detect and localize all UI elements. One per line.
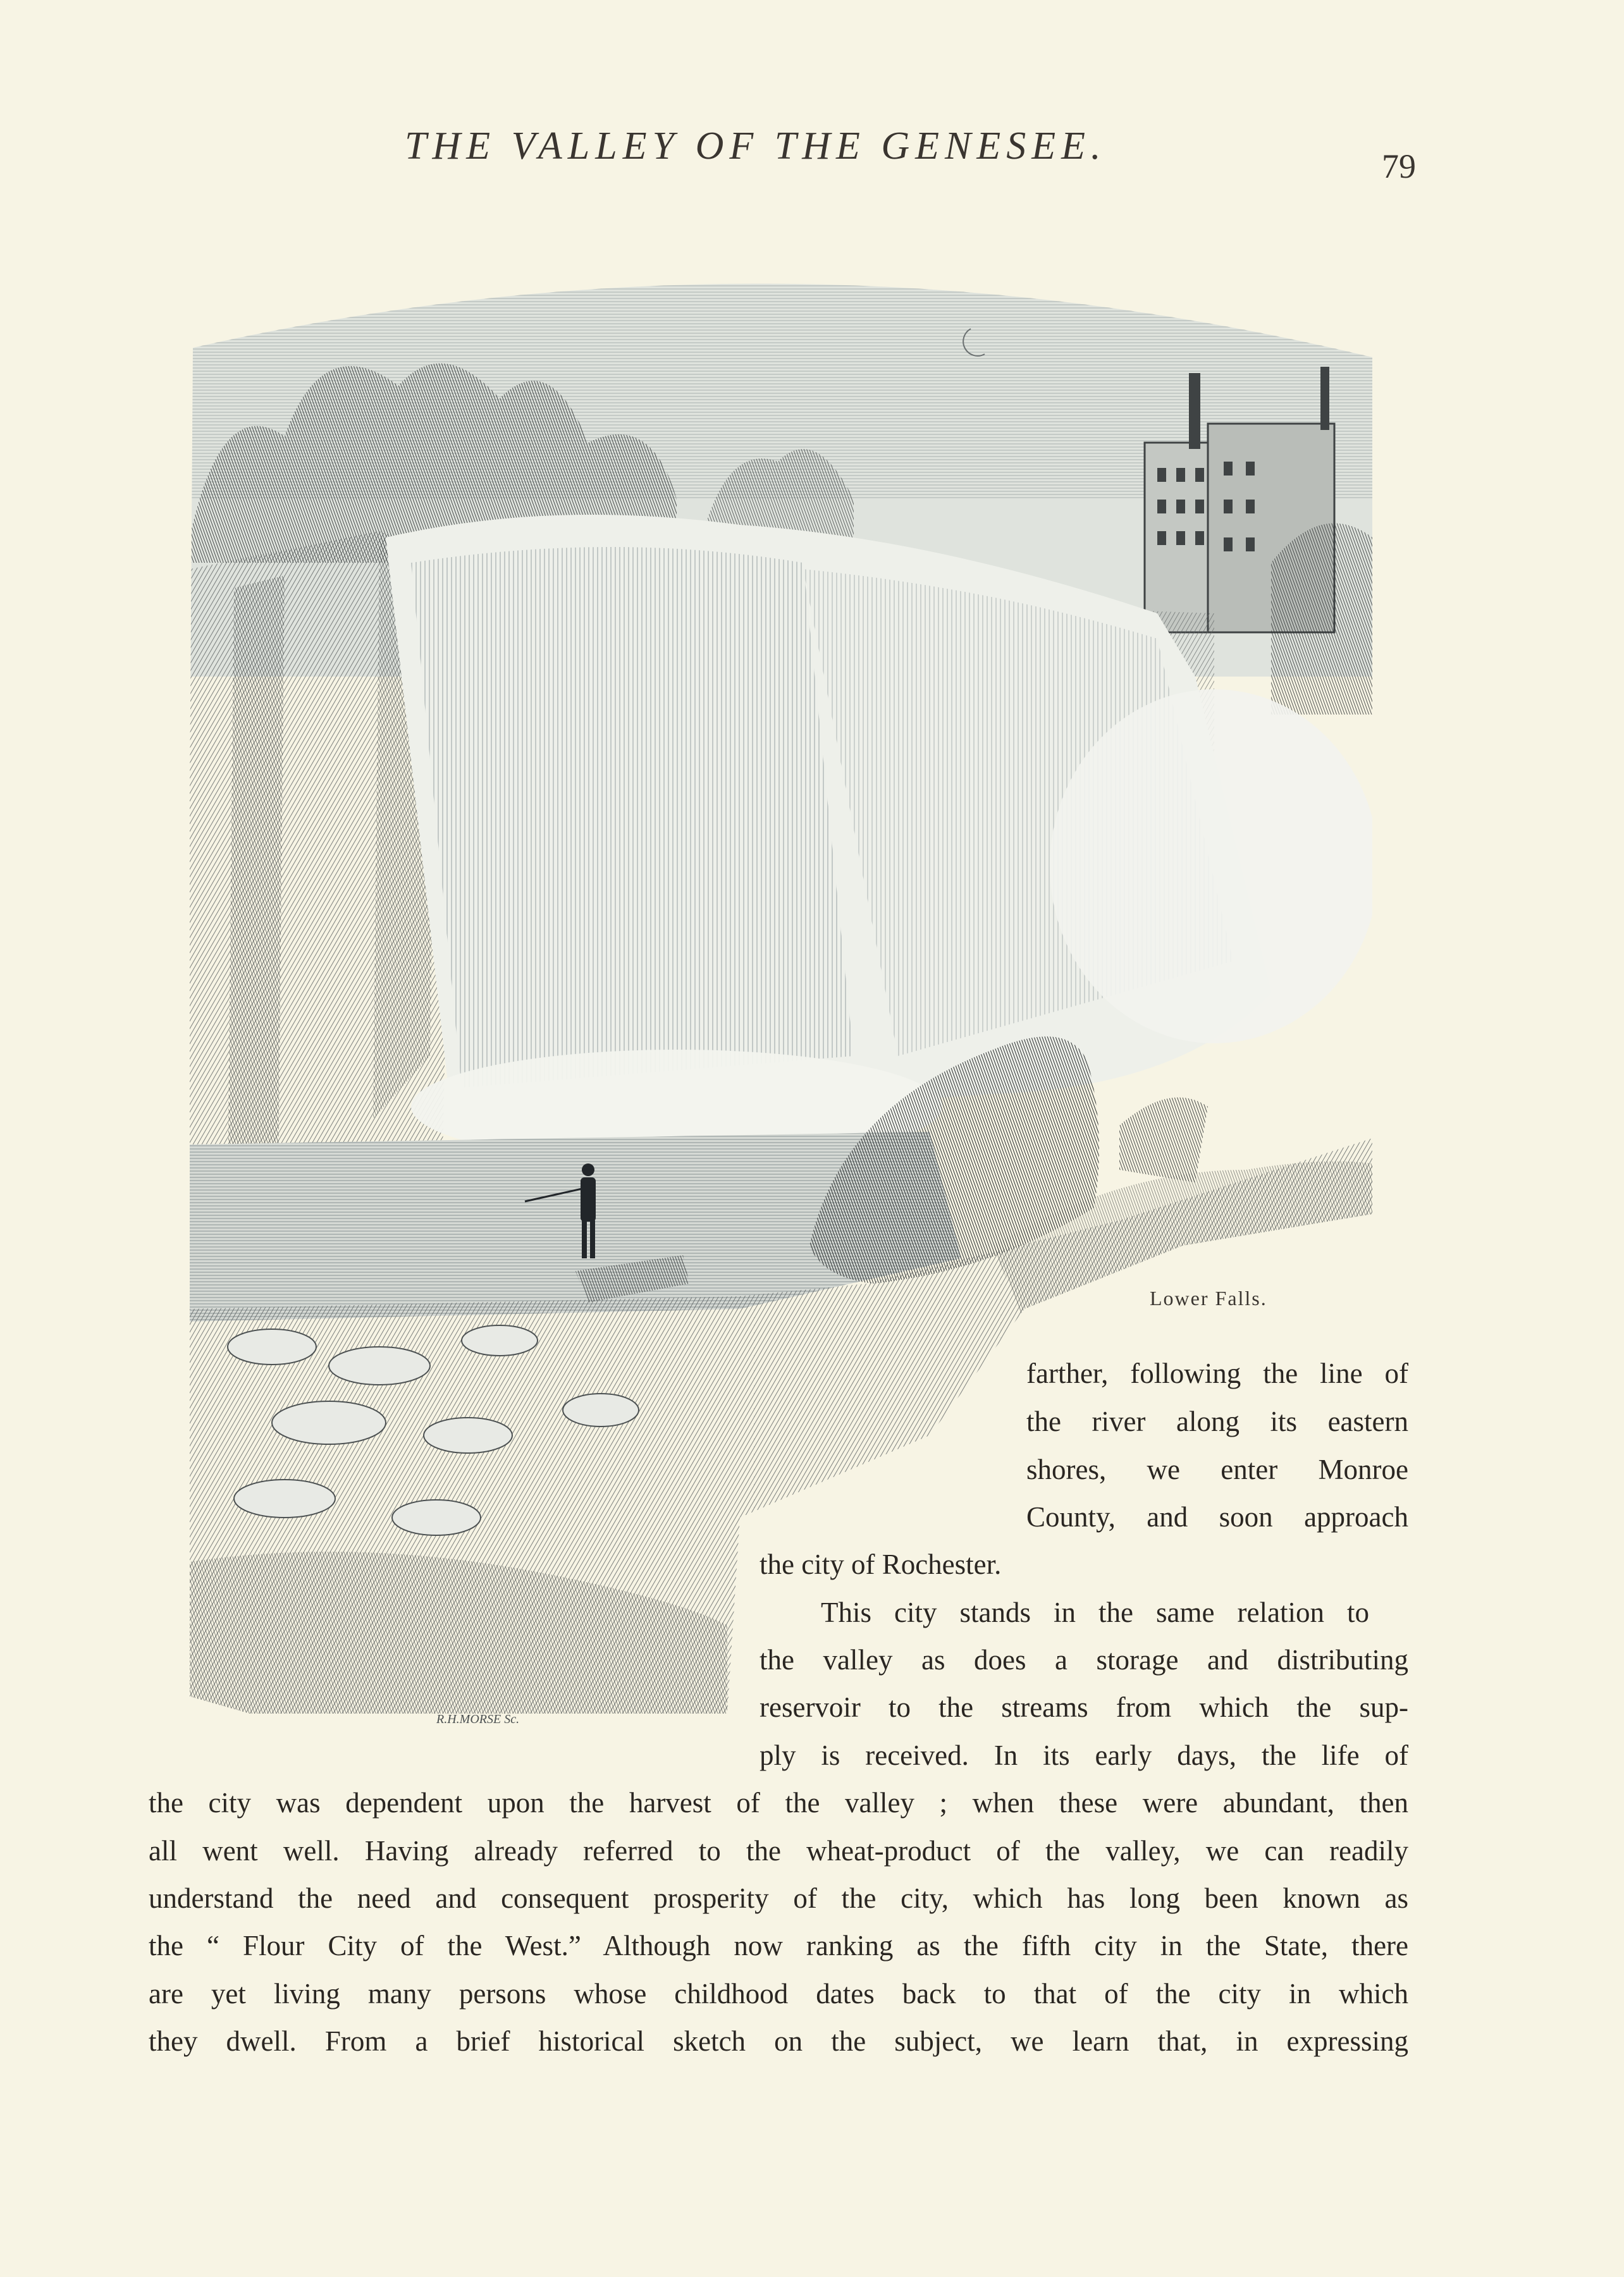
- body-line-11: all went well. Having already referred to the wheat-product of the valley, we can readily: [149, 1835, 1408, 1867]
- body-line-13: the “ Flour City of the West.” Although now ranking as the fifth city in the State, there: [149, 1930, 1408, 1961]
- page-number: 79: [1382, 147, 1416, 185]
- body-line-10: the city was dependent upon the harvest of the valley ; when these were abundant, then: [149, 1787, 1408, 1819]
- engraver-signature: R.H.MORSE Sc.: [436, 1712, 520, 1726]
- illustration-caption: Lower Falls.: [1150, 1287, 1267, 1310]
- body-line-6: This city stands in the same relation to: [821, 1597, 1369, 1628]
- body-line-5: the city of Rochester.: [760, 1549, 1002, 1580]
- running-head: THE VALLEY OF THE GENESEE.: [405, 125, 1107, 168]
- body-line-1: farther, following the line of: [1026, 1358, 1408, 1389]
- body-line-14: are yet living many persons whose childhood dates back to that of the city in which: [149, 1978, 1408, 2010]
- body-line-7: the valley as does a storage and distributing: [760, 1644, 1408, 1676]
- body-line-15: they dwell. From a brief historical sketch on the subject, we learn that, in expressing: [149, 2025, 1408, 2057]
- body-line-3: shores, we enter Monroe: [1026, 1454, 1408, 1485]
- body-line-4: County, and soon approach: [1026, 1501, 1408, 1533]
- body-line-8: reservoir to the streams from which the sup-: [760, 1691, 1408, 1723]
- body-line-12: understand the need and consequent prosperity of the city, which has long been known as: [149, 1882, 1408, 1914]
- body-line-2: the river along its eastern: [1026, 1406, 1408, 1437]
- lower-falls-engraving: [171, 234, 1398, 1777]
- body-line-9: ply is received. In its early days, the life of: [760, 1740, 1408, 1771]
